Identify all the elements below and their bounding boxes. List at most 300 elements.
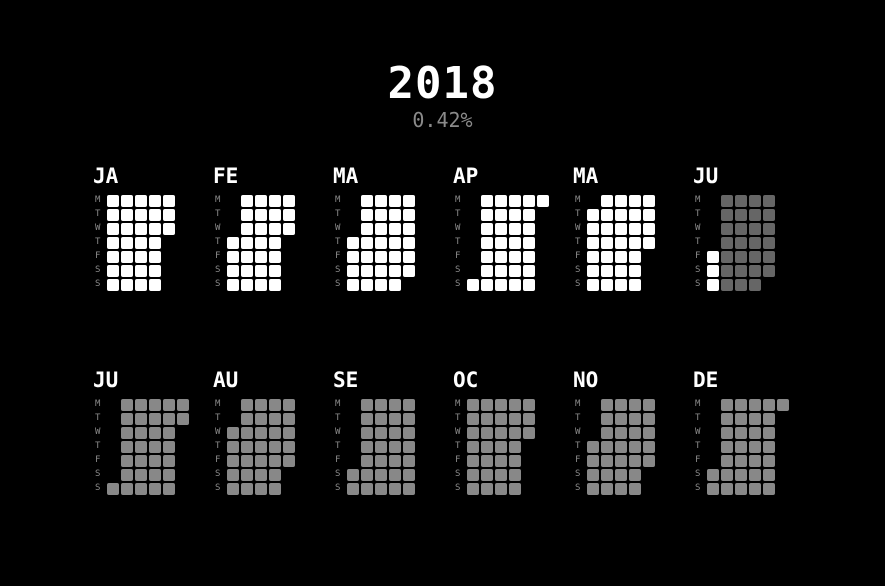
day-cell: [721, 413, 733, 425]
month-3: [333, 164, 443, 304]
day-cell: [269, 209, 281, 221]
day-cell: [163, 413, 175, 425]
day-cell: [601, 427, 613, 439]
day-cell: [163, 455, 175, 467]
weekday-label: W: [455, 427, 461, 437]
day-cell: [269, 195, 281, 207]
day-cell: [763, 441, 775, 453]
day-cell: [177, 399, 189, 411]
day-cell: [121, 483, 133, 495]
day-cell: [615, 413, 627, 425]
day-cell: [721, 209, 733, 221]
day-cell: [615, 441, 627, 453]
day-cell: [721, 455, 733, 467]
day-cell: [283, 223, 295, 235]
weekday-label: M: [575, 399, 581, 409]
day-cell: [601, 483, 613, 495]
day-cell: [749, 399, 761, 411]
day-cell: [523, 265, 535, 277]
day-cell: [269, 237, 281, 249]
day-cell: [643, 223, 655, 235]
day-cell: [149, 483, 161, 495]
weekday-label: F: [215, 251, 221, 261]
day-cell: [227, 251, 239, 263]
weekday-label: M: [335, 195, 341, 205]
day-cell: [629, 483, 641, 495]
day-cell: [735, 237, 747, 249]
day-cell: [629, 399, 641, 411]
day-cell: [643, 399, 655, 411]
day-cell: [361, 223, 373, 235]
day-cell: [523, 399, 535, 411]
day-cell: [763, 251, 775, 263]
day-cell: [227, 469, 239, 481]
weekday-label: S: [335, 483, 341, 493]
weekday-label: T: [95, 441, 101, 451]
day-cell: [283, 455, 295, 467]
day-cell: [121, 251, 133, 263]
day-cell: [149, 209, 161, 221]
day-cell: [403, 251, 415, 263]
weekday-label: T: [215, 441, 221, 451]
day-cell: [107, 483, 119, 495]
day-cell: [375, 209, 387, 221]
day-cell: [615, 427, 627, 439]
day-cell: [389, 265, 401, 277]
weekday-label: W: [695, 223, 701, 233]
day-cell: [361, 413, 373, 425]
day-cell: [149, 279, 161, 291]
weekday-label: S: [695, 483, 701, 493]
day-cell: [389, 399, 401, 411]
day-cell: [121, 399, 133, 411]
day-cell: [749, 455, 761, 467]
day-cell: [749, 195, 761, 207]
day-cell: [721, 265, 733, 277]
month-label: JU: [93, 368, 119, 392]
day-cell: [523, 209, 535, 221]
day-cell: [763, 209, 775, 221]
day-cell: [107, 223, 119, 235]
day-cell: [601, 441, 613, 453]
day-cell: [269, 265, 281, 277]
day-cell: [495, 455, 507, 467]
day-cell: [149, 195, 161, 207]
day-cell: [601, 455, 613, 467]
day-cell: [643, 455, 655, 467]
day-cell: [227, 427, 239, 439]
day-cell: [389, 195, 401, 207]
weekday-label: W: [95, 427, 101, 437]
day-cell: [629, 279, 641, 291]
day-cell: [135, 251, 147, 263]
weekday-label: S: [95, 265, 101, 275]
day-cell: [135, 195, 147, 207]
weekday-label: W: [215, 223, 221, 233]
day-cell: [375, 441, 387, 453]
day-cell: [601, 413, 613, 425]
weekday-label: W: [455, 223, 461, 233]
day-cell: [361, 427, 373, 439]
day-cell: [495, 483, 507, 495]
day-cell: [163, 427, 175, 439]
day-cell: [135, 455, 147, 467]
day-cell: [495, 265, 507, 277]
month-5: [573, 164, 683, 304]
month-2: [213, 164, 323, 304]
day-cell: [587, 237, 599, 249]
day-cell: [227, 265, 239, 277]
day-cell: [495, 279, 507, 291]
day-cell: [509, 413, 521, 425]
month-label: MA: [573, 164, 599, 188]
day-cell: [509, 279, 521, 291]
weekday-label: T: [575, 209, 581, 219]
month-label: SE: [333, 368, 359, 392]
day-cell: [721, 483, 733, 495]
day-cell: [255, 279, 267, 291]
day-cell: [495, 251, 507, 263]
weekday-label: F: [455, 455, 461, 465]
day-cell: [389, 237, 401, 249]
weekday-label: T: [575, 441, 581, 451]
day-cell: [763, 427, 775, 439]
day-cell: [269, 455, 281, 467]
weekday-label: S: [695, 279, 701, 289]
day-cell: [587, 251, 599, 263]
day-cell: [615, 195, 627, 207]
day-cell: [721, 441, 733, 453]
day-cell: [375, 427, 387, 439]
day-cell: [135, 441, 147, 453]
day-cell: [481, 483, 493, 495]
day-cell: [735, 427, 747, 439]
day-cell: [643, 209, 655, 221]
day-cell: [615, 251, 627, 263]
weekday-label: S: [575, 265, 581, 275]
day-cell: [509, 483, 521, 495]
day-cell: [389, 441, 401, 453]
day-cell: [763, 483, 775, 495]
day-cell: [227, 455, 239, 467]
day-cell: [735, 455, 747, 467]
day-cell: [601, 223, 613, 235]
month-label: FE: [213, 164, 239, 188]
day-cell: [749, 223, 761, 235]
day-cell: [749, 441, 761, 453]
day-cell: [495, 413, 507, 425]
day-cell: [763, 399, 775, 411]
day-cell: [121, 265, 133, 277]
day-cell: [389, 279, 401, 291]
day-cell: [121, 279, 133, 291]
day-cell: [283, 427, 295, 439]
month-label: AU: [213, 368, 239, 392]
day-cell: [163, 209, 175, 221]
day-cell: [481, 441, 493, 453]
day-cell: [481, 265, 493, 277]
day-cell: [629, 223, 641, 235]
weekday-label: S: [215, 279, 221, 289]
day-cell: [735, 265, 747, 277]
weekday-label: T: [215, 209, 221, 219]
day-cell: [721, 223, 733, 235]
day-cell: [721, 251, 733, 263]
day-cell: [735, 413, 747, 425]
day-cell: [149, 455, 161, 467]
day-cell: [523, 251, 535, 263]
day-cell: [629, 413, 641, 425]
weekday-label: S: [335, 469, 341, 479]
day-cell: [241, 237, 253, 249]
day-cell: [361, 195, 373, 207]
weekday-label: M: [215, 195, 221, 205]
day-cell: [467, 441, 479, 453]
day-cell: [375, 195, 387, 207]
day-cell: [149, 427, 161, 439]
day-cell: [135, 279, 147, 291]
day-cell: [587, 469, 599, 481]
day-cell: [615, 279, 627, 291]
day-cell: [615, 237, 627, 249]
day-cell: [509, 469, 521, 481]
day-cell: [269, 427, 281, 439]
day-cell: [241, 279, 253, 291]
weekday-label: F: [335, 251, 341, 261]
day-cell: [121, 469, 133, 481]
day-cell: [735, 483, 747, 495]
day-cell: [763, 469, 775, 481]
day-cell: [347, 251, 359, 263]
day-cell: [707, 265, 719, 277]
day-cell: [389, 455, 401, 467]
day-cell: [255, 427, 267, 439]
day-cell: [749, 237, 761, 249]
weekday-label: M: [695, 195, 701, 205]
day-cell: [361, 279, 373, 291]
day-cell: [269, 469, 281, 481]
day-cell: [615, 483, 627, 495]
day-cell: [403, 399, 415, 411]
day-cell: [721, 279, 733, 291]
day-cell: [403, 455, 415, 467]
day-cell: [389, 251, 401, 263]
day-cell: [601, 237, 613, 249]
day-cell: [587, 279, 599, 291]
weekday-label: M: [455, 195, 461, 205]
weekday-label: T: [575, 237, 581, 247]
day-cell: [495, 237, 507, 249]
day-cell: [509, 265, 521, 277]
day-cell: [495, 223, 507, 235]
day-cell: [403, 441, 415, 453]
day-cell: [255, 483, 267, 495]
day-cell: [523, 279, 535, 291]
day-cell: [375, 483, 387, 495]
day-cell: [163, 223, 175, 235]
day-cell: [523, 427, 535, 439]
weekday-label: T: [95, 237, 101, 247]
day-cell: [629, 427, 641, 439]
day-cell: [149, 413, 161, 425]
weekday-label: W: [575, 427, 581, 437]
month-11: [573, 368, 683, 508]
day-cell: [509, 399, 521, 411]
month-9: [333, 368, 443, 508]
day-cell: [509, 195, 521, 207]
day-cell: [587, 483, 599, 495]
weekday-label: T: [695, 237, 701, 247]
weekday-label: T: [455, 413, 461, 423]
day-cell: [255, 209, 267, 221]
day-cell: [763, 413, 775, 425]
day-cell: [135, 469, 147, 481]
day-cell: [361, 209, 373, 221]
day-cell: [509, 441, 521, 453]
day-cell: [255, 399, 267, 411]
day-cell: [227, 279, 239, 291]
day-cell: [135, 209, 147, 221]
day-cell: [643, 413, 655, 425]
weekday-label: F: [695, 455, 701, 465]
day-cell: [361, 455, 373, 467]
day-cell: [735, 209, 747, 221]
day-cell: [241, 455, 253, 467]
year-title: 2018: [387, 58, 498, 109]
day-cell: [749, 279, 761, 291]
weekday-label: T: [455, 441, 461, 451]
day-cell: [467, 279, 479, 291]
day-cell: [629, 265, 641, 277]
day-cell: [241, 441, 253, 453]
day-cell: [361, 237, 373, 249]
day-cell: [763, 265, 775, 277]
weekday-label: W: [335, 427, 341, 437]
day-cell: [255, 413, 267, 425]
day-cell: [467, 455, 479, 467]
day-cell: [347, 469, 359, 481]
day-cell: [735, 279, 747, 291]
weekday-label: W: [95, 223, 101, 233]
day-cell: [241, 251, 253, 263]
weekday-label: S: [335, 279, 341, 289]
day-cell: [481, 223, 493, 235]
weekday-label: S: [215, 265, 221, 275]
day-cell: [403, 195, 415, 207]
day-cell: [163, 195, 175, 207]
day-cell: [107, 265, 119, 277]
day-cell: [269, 413, 281, 425]
day-cell: [629, 441, 641, 453]
day-cell: [135, 413, 147, 425]
weekday-label: W: [335, 223, 341, 233]
day-cell: [361, 251, 373, 263]
day-cell: [121, 455, 133, 467]
day-cell: [121, 223, 133, 235]
month-4: [453, 164, 563, 304]
day-cell: [361, 265, 373, 277]
day-cell: [735, 195, 747, 207]
day-cell: [643, 237, 655, 249]
day-cell: [601, 265, 613, 277]
day-cell: [269, 223, 281, 235]
day-cell: [241, 195, 253, 207]
day-cell: [643, 441, 655, 453]
month-label: OC: [453, 368, 479, 392]
weekday-label: S: [695, 469, 701, 479]
year-progress-percent: 0.42%: [412, 108, 473, 132]
day-cell: [241, 413, 253, 425]
weekday-label: F: [575, 455, 581, 465]
day-cell: [601, 195, 613, 207]
day-cell: [361, 399, 373, 411]
day-cell: [121, 195, 133, 207]
month-6: [693, 164, 803, 304]
day-cell: [629, 209, 641, 221]
day-cell: [403, 209, 415, 221]
weekday-label: M: [335, 399, 341, 409]
day-cell: [601, 469, 613, 481]
day-cell: [241, 427, 253, 439]
day-cell: [763, 455, 775, 467]
day-cell: [241, 469, 253, 481]
day-cell: [347, 265, 359, 277]
day-cell: [749, 265, 761, 277]
day-cell: [749, 483, 761, 495]
weekday-label: F: [695, 251, 701, 261]
day-cell: [749, 469, 761, 481]
day-cell: [361, 469, 373, 481]
day-cell: [629, 195, 641, 207]
day-cell: [121, 209, 133, 221]
day-cell: [107, 237, 119, 249]
day-cell: [269, 399, 281, 411]
weekday-label: T: [695, 441, 701, 451]
day-cell: [735, 251, 747, 263]
day-cell: [107, 251, 119, 263]
day-cell: [283, 399, 295, 411]
day-cell: [403, 265, 415, 277]
day-cell: [481, 427, 493, 439]
day-cell: [495, 441, 507, 453]
day-cell: [375, 265, 387, 277]
month-1: [93, 164, 203, 304]
day-cell: [763, 237, 775, 249]
day-cell: [227, 237, 239, 249]
day-cell: [255, 223, 267, 235]
day-cell: [283, 209, 295, 221]
day-cell: [763, 223, 775, 235]
month-8: [213, 368, 323, 508]
day-cell: [389, 483, 401, 495]
day-cell: [255, 195, 267, 207]
month-label: JU: [693, 164, 719, 188]
day-cell: [467, 413, 479, 425]
day-cell: [495, 209, 507, 221]
weekday-label: F: [95, 251, 101, 261]
month-label: JA: [93, 164, 119, 188]
day-cell: [255, 251, 267, 263]
day-cell: [389, 469, 401, 481]
day-cell: [241, 483, 253, 495]
day-cell: [403, 483, 415, 495]
day-cell: [241, 223, 253, 235]
day-cell: [375, 279, 387, 291]
weekday-label: T: [95, 209, 101, 219]
day-cell: [587, 223, 599, 235]
weekday-label: S: [215, 469, 221, 479]
weekday-label: F: [95, 455, 101, 465]
